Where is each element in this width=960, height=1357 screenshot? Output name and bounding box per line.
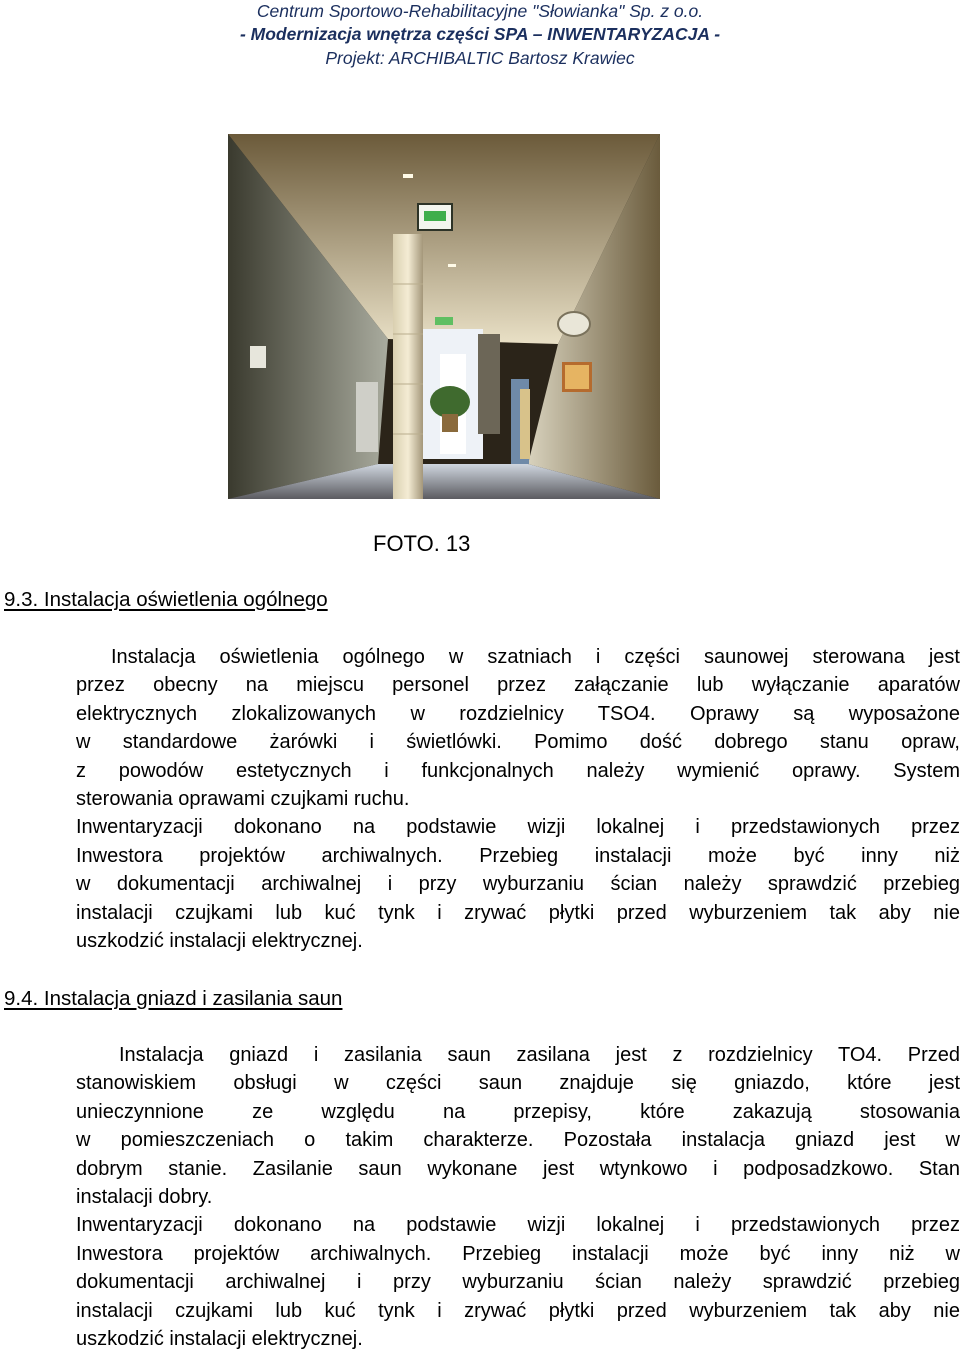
paragraph-line: instalacji czujkami lub kuć tynk i zrywać płytki przed wyburzeniem tak aby nie [76,1299,960,1322]
paragraph-line: Instalacja gniazd i zasilania saun zasilana jest z rozdzielnicy TO4. Przed [119,1044,960,1066]
paragraph-line: dokumentacji archiwalnej i przy wyburzaniu ścian należy sprawdzić przebieg [76,1271,960,1294]
corridor-photo [228,134,660,499]
paragraph-line: dobrym stanie. Zasilanie saun wykonane jest wtynkowo i podposadzkowo. Stan [76,1157,960,1180]
paragraph-line: Inwentaryzacji dokonano na podstawie wizji lokalnej i przedstawionych przez [76,1214,960,1237]
paragraph-line: Inwestora projektów archiwalnych. Przebieg instalacji może być inny niż w [76,1242,960,1265]
paragraph-line: instalacji czujkami lub kuć tynk i zrywać płytki przed wyburzeniem tak aby nie [76,901,960,924]
paragraph-line: instalacji dobry. [76,1185,213,1208]
paragraph-line: uszkodzić instalacji elektrycznej. [76,929,363,952]
section-paragraph-lighting [76,643,960,955]
paragraph-line: Inwentaryzacji dokonano na podstawie wizji lokalnej i przedstawionych przez [76,816,960,839]
section-heading-sockets: 9.4. Instalacja gniazd i zasilania saun [4,987,343,1010]
header-company-name: Centrum Sportowo-Rehabilitacyjne "Słowianka" Sp. z o.o. [256,1,704,21]
paragraph-line: sterowania oprawami czujkami ruchu. [76,787,410,810]
header-project-author: Projekt: ARCHIBALTIC Bartosz Krawiec [325,48,635,68]
paragraph-line: z powodów estetycznych i funkcjonalnych należy wymienić oprawy. System [76,759,960,782]
paragraph-line: uszkodzić instalacji elektrycznej. [76,1327,363,1350]
paragraph-line: w standardowe żarówki i świetlówki. Pomimo dość dobrego stanu opraw, [76,731,960,754]
paragraph-line: przez obecny na miejscu personel przez załączanie lub wyłączanie aparatów [76,674,960,697]
photo-caption: FOTO. 13 [373,531,471,556]
corridor-photo-illustration [228,134,660,499]
header-project-title: - Modernizacja wnętrza części SPA – INWENTARYZACJA - [239,24,721,44]
paragraph-line: w pomieszczeniach o takim charakterze. Pozostała instalacja gniazd jest w [76,1129,960,1152]
paragraph-line: Inwestora projektów archiwalnych. Przebieg instalacji może być inny niż [76,844,960,867]
section-heading-lighting: 9.3. Instalacja oświetlenia ogólnego [4,588,328,611]
paragraph-line: unieczynnione ze względu na przepisy, które zakazują stosowania [76,1100,960,1123]
section-paragraph-sockets [76,1041,960,1353]
paragraph-line: elektrycznych zlokalizowanych w rozdzielnicy TSO4. Oprawy są wyposażone [76,702,960,725]
paragraph-line: stanowiskiem obsługi w części saun znajduje się gniazdo, które jest [76,1072,960,1095]
paragraph-line: w dokumentacji archiwalnej i przy wyburzaniu ścian należy sprawdzić przebieg [76,873,960,896]
paragraph-line: Instalacja oświetlenia ogólnego w szatniach i części saunowej sterowana jest [111,646,960,668]
